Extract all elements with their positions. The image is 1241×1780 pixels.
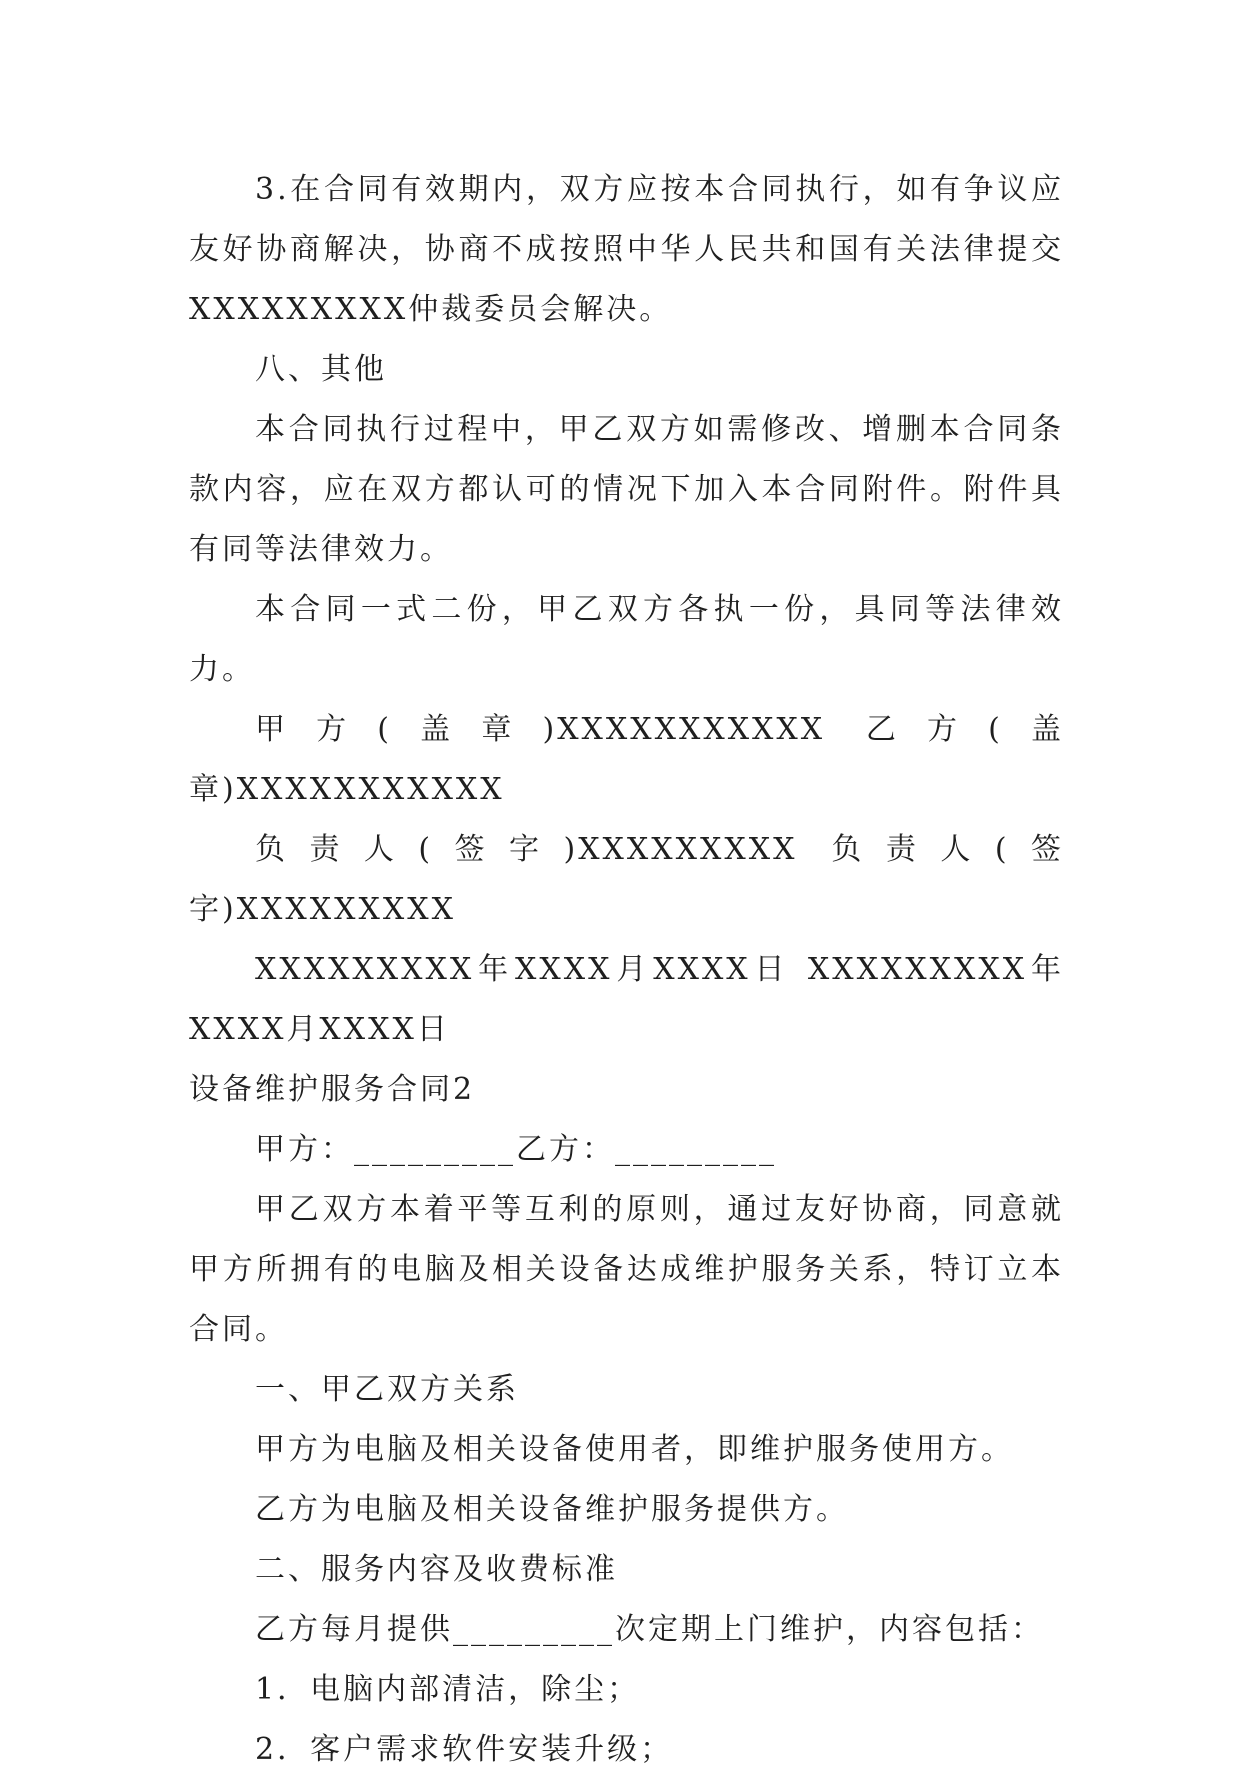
paragraph-monthly-visits: 乙方每月提供_________次定期上门维护，内容包括： (255, 1612, 1044, 1647)
list-item-cleaning: 1．电脑内部清洁，除尘； (255, 1672, 641, 1707)
paragraph-party-a-role: 甲方为电脑及相关设备使用者，即维护服务使用方。 (255, 1432, 1014, 1467)
paragraph-amendments: 本合同执行过程中，甲乙双方如需修改、增删本合同条款内容，应在双方都认可的情况下加入本合同附件。附件具有同等法律效力。 (189, 412, 1064, 567)
section-heading-relationship: 一、甲乙双方关系 (255, 1372, 519, 1407)
list-item-software: 2．客户需求软件安装升级； (255, 1732, 674, 1767)
contract-title: 设备维护服务合同2 (189, 1072, 476, 1107)
paragraph-dispute-resolution: 3.在合同有效期内，双方应按本合同执行，如有争议应友好协商解决，协商不成按照中华人民共和国有关法律提交XXXXXXXXX仲裁委员会解决。 (189, 172, 1064, 327)
section-heading-services: 二、服务内容及收费标准 (255, 1552, 618, 1587)
paragraph-party-b-role: 乙方为电脑及相关设备维护服务提供方。 (255, 1492, 849, 1527)
section-heading-other: 八、其他 (255, 352, 387, 387)
signature-seal-line: 甲方(盖章)XXXXXXXXXXX 乙方(盖章)XXXXXXXXXXX (189, 712, 1064, 807)
signature-person-line: 负责人(签字)XXXXXXXXX 负责人(签字)XXXXXXXXX (189, 832, 1064, 927)
paragraph-copies: 本合同一式二份，甲乙双方各执一份，具同等法律效力。 (189, 592, 1064, 687)
parties-line: 甲方：_________乙方：_________ (255, 1132, 777, 1167)
paragraph-preamble: 甲乙双方本着平等互利的原则，通过友好协商，同意就甲方所拥有的电脑及相关设备达成维护服务关系，特订立本合同。 (189, 1192, 1064, 1347)
document-body (189, 160, 1064, 1780)
signature-date-line: XXXXXXXXX年XXXX月XXXX日 XXXXXXXXX年XXXX月XXXX日 (189, 952, 1064, 1047)
